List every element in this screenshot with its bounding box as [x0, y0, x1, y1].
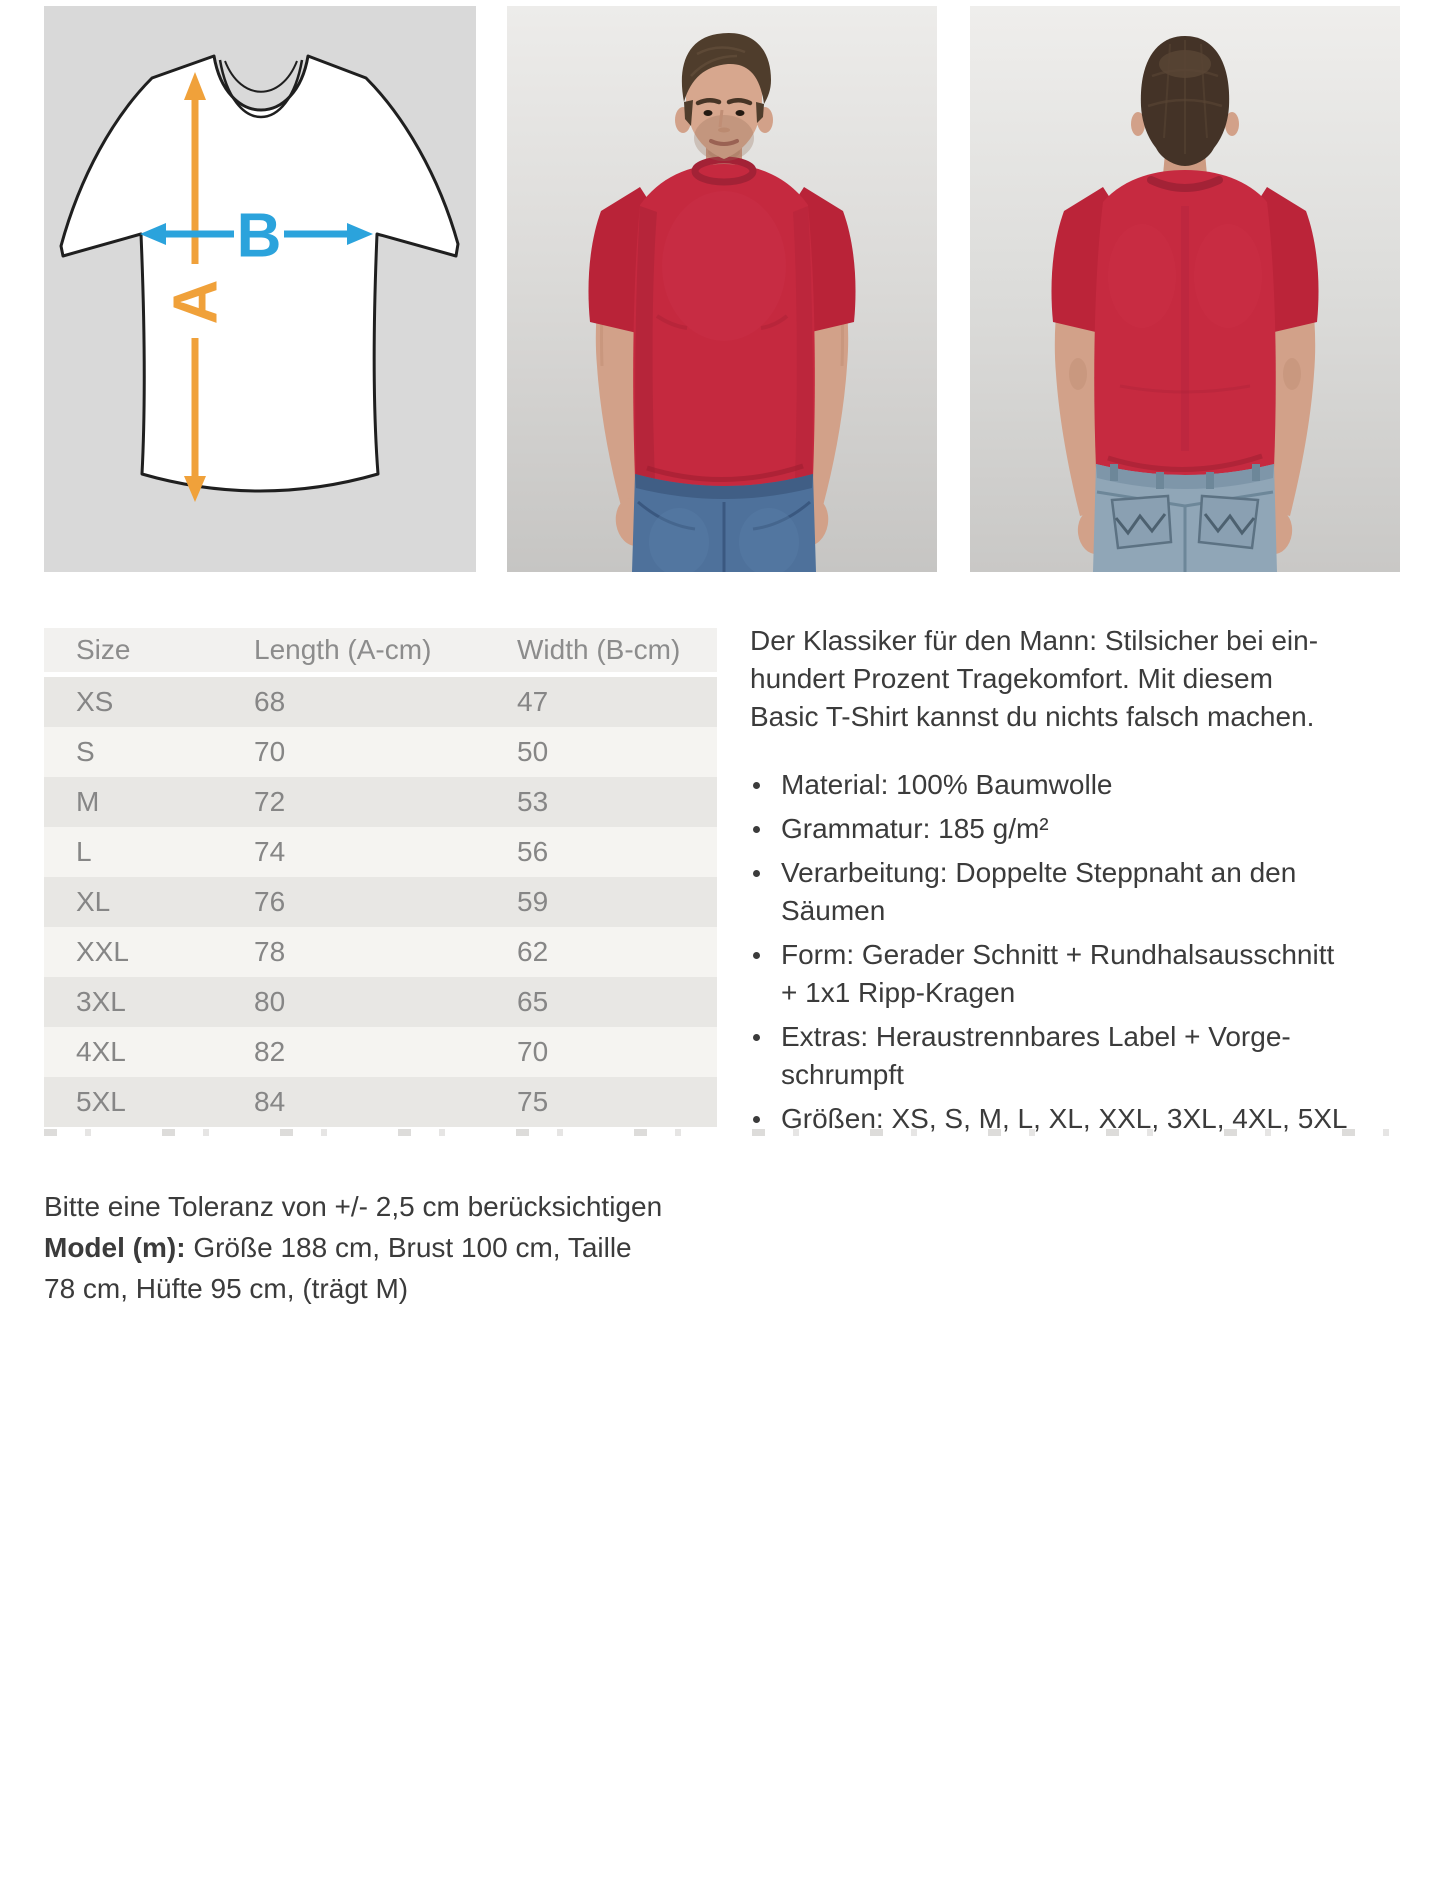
- feature-form: Form: Gerader Schnitt + Rundhalsausschnitt + 1x1 Ripp-Kragen: [750, 936, 1418, 1012]
- feature-material: Material: 100% Baumwolle: [750, 766, 1418, 804]
- feature-grammatur: Grammatur: 185 g/m²: [750, 810, 1418, 848]
- bullet-dot: [753, 782, 760, 789]
- cell-size: L: [76, 836, 92, 867]
- intro-line: hundert Prozent Tragekomfort. Mit diesem: [750, 663, 1273, 694]
- beard-stubble: [694, 115, 754, 161]
- cell-length: 76: [254, 886, 286, 917]
- feature-list: [750, 766, 1418, 1138]
- model-specs: Größe 188 cm, Brust 100 cm, Taille: [193, 1232, 632, 1263]
- model-front-illustration: [507, 6, 937, 572]
- feature-extras: Extras: Heraustrennbares Label + Vorge- schrumpft: [750, 1018, 1418, 1094]
- bullet-dot: [753, 826, 760, 833]
- cell-width: 75: [517, 1086, 549, 1117]
- cell-size: M: [76, 786, 100, 817]
- cell-width: 53: [517, 786, 549, 817]
- description-intro: [750, 622, 1418, 736]
- tshirt-measurement-diagram: [44, 6, 476, 572]
- model-front-photo: [507, 6, 937, 572]
- model-back-illustration: [970, 6, 1400, 572]
- cell-size: 5XL: [76, 1086, 126, 1117]
- cell-length: 84: [254, 1086, 286, 1117]
- size-diagram-panel: [44, 6, 476, 572]
- cell-size: 4XL: [76, 1036, 126, 1067]
- intro-line: Der Klassiker für den Mann: Stilsicher bei ein-: [750, 625, 1319, 656]
- table-row-s: [44, 727, 717, 777]
- label-a: A: [161, 279, 231, 325]
- cell-length: 78: [254, 936, 286, 967]
- intro-line: Basic T-Shirt kannst du nichts falsch machen.: [750, 701, 1315, 732]
- bullet-dot: [753, 952, 760, 959]
- col-header-size: Size: [76, 634, 131, 665]
- cell-width: 70: [517, 1036, 549, 1067]
- cell-size: XL: [76, 886, 111, 917]
- cell-size: S: [76, 736, 95, 767]
- table-row-3xl: [44, 977, 717, 1027]
- cell-size: 3XL: [76, 986, 126, 1017]
- cell-width: 50: [517, 736, 549, 767]
- cell-width: 47: [517, 686, 549, 717]
- size-table: [44, 628, 717, 1127]
- cell-size: XXL: [76, 936, 129, 967]
- table-row-xl: [44, 877, 717, 927]
- feature-groessen: Größen: XS, S, M, L, XL, XXL, 3XL, 4XL, 5XL: [750, 1100, 1418, 1138]
- feature-verarbeitung: Verarbeitung: Doppelte Steppnaht an den Säumen: [750, 854, 1418, 930]
- tolerance-note: Bitte eine Toleranz von +/- 2,5 cm berücksichtigen: [44, 1191, 663, 1222]
- bullet-dot: [753, 1034, 760, 1041]
- cell-width: 59: [517, 886, 549, 917]
- table-row-l: [44, 827, 717, 877]
- cell-size: XS: [76, 686, 114, 717]
- jeans-front: [632, 474, 816, 572]
- product-description: [750, 622, 1418, 1144]
- model-back-photo: [970, 6, 1400, 572]
- col-header-width: Width (B-cm): [517, 634, 681, 665]
- table-row-xxl: [44, 927, 717, 977]
- model-label: Model (m):: [44, 1232, 186, 1263]
- model-measurements-line2: 78 cm, Hüfte 95 cm, (trägt M): [44, 1273, 409, 1304]
- cell-length: 74: [254, 836, 286, 867]
- table-row-xs: [44, 677, 717, 727]
- cell-length: 70: [254, 736, 286, 767]
- table-row-m: [44, 777, 717, 827]
- jeans-back: [1093, 464, 1277, 572]
- table-row-5xl: [44, 1077, 717, 1127]
- col-header-length: Length (A-cm): [254, 634, 432, 665]
- cell-length: 68: [254, 686, 286, 717]
- cell-length: 72: [254, 786, 286, 817]
- cell-length: 80: [254, 986, 286, 1017]
- table-row-4xl: [44, 1027, 717, 1077]
- cell-width: 62: [517, 936, 549, 967]
- model-measurements-line1: [44, 1227, 704, 1268]
- label-b: B: [236, 201, 282, 271]
- cell-width: 65: [517, 986, 549, 1017]
- cell-width: 56: [517, 836, 549, 867]
- cell-length: 82: [254, 1036, 286, 1067]
- size-note: [44, 1186, 704, 1309]
- size-table-header: [44, 628, 717, 672]
- bullet-dot: [753, 1116, 760, 1123]
- bullet-dot: [753, 870, 760, 877]
